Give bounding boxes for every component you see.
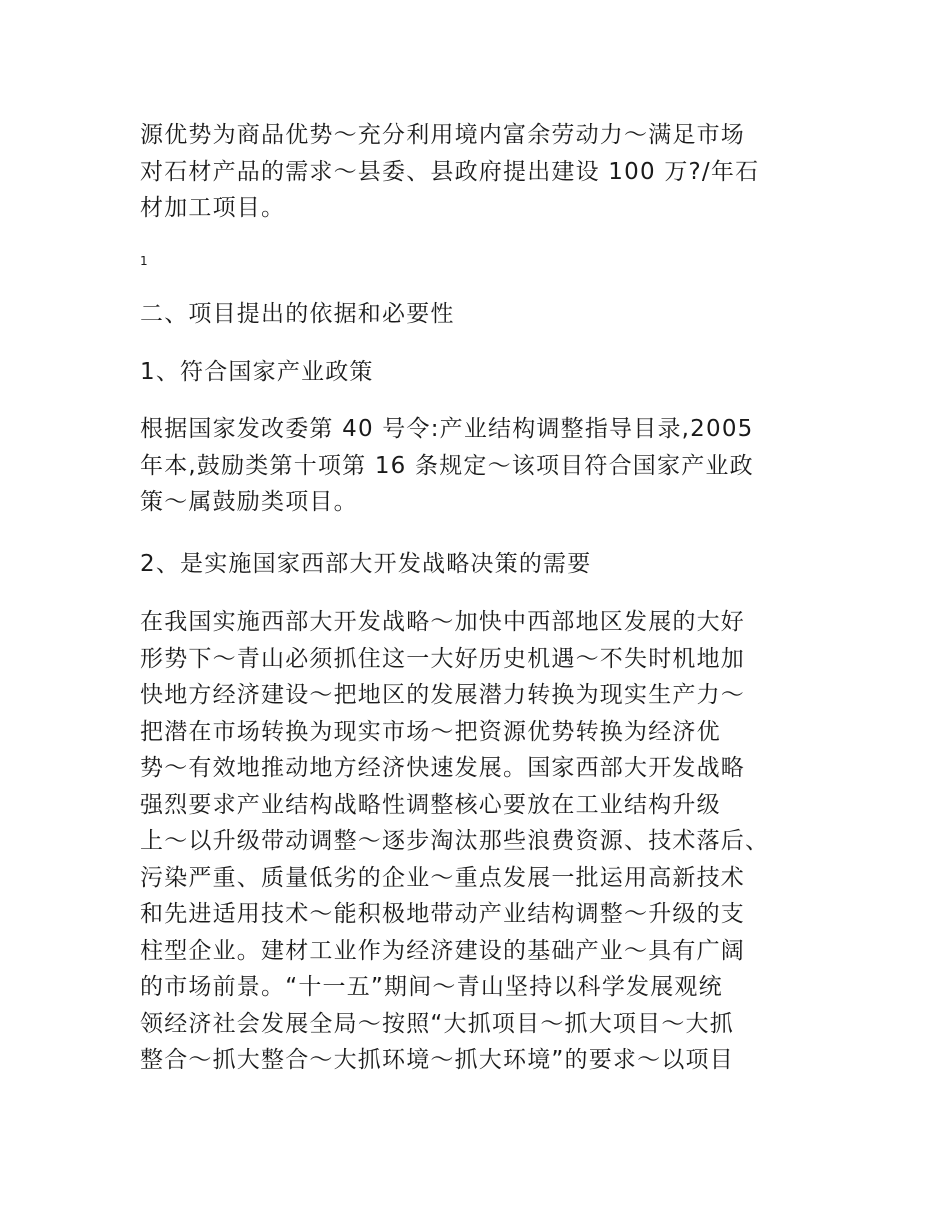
text-line: 在我国实施西部大开发战略～加快中西部地区发展的大好	[140, 609, 745, 635]
text-line: 根据国家发改委第 40 号令:产业结构调整指导目录,2005	[140, 416, 754, 442]
page-number: 1	[140, 254, 148, 268]
paragraph-western-development	[140, 604, 820, 1079]
text-line: 材加工项目。	[140, 195, 286, 221]
text-line: 年本,鼓励类第十项第 16 条规定～该项目符合国家产业政	[140, 452, 754, 479]
text-line: 对石材产品的需求～县委、县政府提出建设 100 万?/年石	[140, 158, 760, 185]
text-line: 的市场前景。“十一五”期间～青山坚持以科学发展观统	[140, 974, 723, 1000]
text-line: 势～有效地推动地方经济快速发展。国家西部大开发战略	[140, 755, 745, 781]
text-line: 整合～抓大整合～大抓环境～抓大环境”的要求～以项目	[140, 1047, 734, 1073]
text-line: 和先进适用技术～能积极地带动产业结构调整～升级的支	[140, 901, 745, 927]
text-line: 污染严重、质量低劣的企业～重点发展一批运用高新技术	[140, 864, 745, 891]
subsection-heading-1: 1、符合国家产业政策	[140, 359, 374, 385]
text-line: 快地方经济建设～把地区的发展潜力转换为现实生产力～	[140, 682, 745, 708]
text-line: 把潜在市场转换为现实市场～把资源优势转换为经济优	[140, 718, 721, 745]
text-line: 策～属鼓励类项目。	[140, 489, 358, 515]
text-line: 领经济社会发展全局～按照“大抓项目～抓大项目～大抓	[140, 1010, 734, 1037]
paragraph-intro-continued	[140, 117, 820, 227]
paragraph-policy	[140, 411, 820, 521]
text-line: 上～以升级带动调整～逐步淘汰那些浪费资源、技术落后、	[140, 828, 770, 854]
text-line: 柱型企业。建材工业作为经济建设的基础产业～具有广阔	[140, 937, 745, 964]
subsection-heading-2: 2、是实施国家西部大开发战略决策的需要	[140, 551, 592, 577]
text-line: 强烈要求产业结构战略性调整核心要放在工业结构升级	[140, 791, 721, 818]
section-heading: 二、项目提出的依据和必要性	[140, 301, 455, 327]
text-line: 源优势为商品优势～充分利用境内富余劳动力～满足市场	[140, 122, 745, 148]
text-line: 形势下～青山必须抓住这一大好历史机遇～不失时机地加	[140, 645, 745, 672]
